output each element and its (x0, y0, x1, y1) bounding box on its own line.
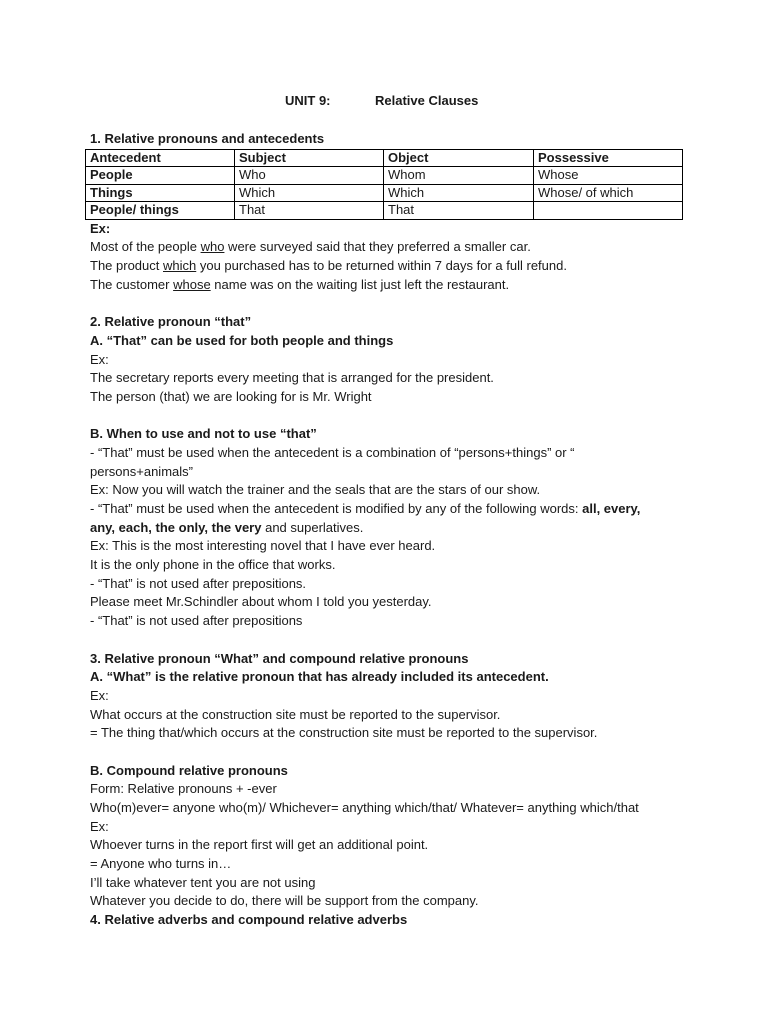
table-cell (534, 202, 683, 220)
table-header-cell: Antecedent (86, 149, 235, 167)
document-title (285, 93, 478, 108)
rule-line: - “That” must be used when the antecedent is modified by any of the following words: all, every, (90, 501, 641, 516)
section3-heading: 3. Relative pronoun “What” and compound relative pronouns (90, 650, 469, 666)
table-cell: People (86, 167, 235, 185)
section2-subheading-a: A. “That” can be used for both people and things (90, 332, 394, 348)
table-cell: Whom (384, 167, 534, 185)
table-cell: Whose (534, 167, 683, 185)
example-sentence: Whatever you decide to do, there will be support from the company. (90, 893, 479, 909)
section1-heading: 1. Relative pronouns and antecedents (90, 131, 325, 146)
underlined-pronoun: who (200, 239, 225, 255)
example-sentence: I’ll take whatever tent you are not using (90, 874, 316, 890)
example-label: Ex: (90, 351, 109, 367)
table-cell: Whose/ of which (534, 184, 683, 202)
example-sentence: Whoever turns in the report first will get an additional point. (90, 837, 429, 853)
example-sentence: The person (that) we are looking for is Mr. Wright (90, 388, 372, 404)
table-cell: That (384, 202, 534, 220)
rule-line: - “That” must be used when the antecedent is a combination of “persons+things” or “ (90, 444, 575, 460)
keyword-list: any, each, the only, the very (90, 519, 262, 535)
table-row (86, 184, 683, 202)
example-sentence: Most of the people who were surveyed said that they preferred a smaller car. (90, 239, 531, 255)
section4-heading: 4. Relative adverbs and compound relative adverbs (90, 912, 408, 928)
table-cell: That (235, 202, 384, 220)
table-cell: Which (235, 184, 384, 202)
example-label: Ex: (90, 220, 111, 236)
table-header-cell: Possessive (534, 149, 683, 167)
keyword-list: all, every, (582, 501, 641, 516)
underlined-pronoun: whose (173, 276, 211, 292)
table-header-row (86, 149, 683, 167)
example-sentence: Please meet Mr.Schindler about whom I told you yesterday. (90, 594, 432, 610)
example-sentence: It is the only phone in the office that works. (90, 557, 336, 573)
example-label: Ex: (90, 818, 109, 834)
underlined-pronoun: which (163, 258, 197, 274)
example-sentence: Ex: This is the most interesting novel that I have ever heard. (90, 538, 436, 554)
table-header-cell: Subject (235, 149, 384, 167)
example-sentence: = Anyone who turns in… (90, 856, 232, 872)
document-body (90, 130, 690, 930)
rule-line: - “That” is not used after prepositions (90, 613, 303, 629)
example-label: Ex: (90, 687, 109, 703)
rule-line: Form: Relative pronouns + -ever (90, 781, 277, 797)
unit-topic: Relative Clauses (375, 93, 479, 108)
unit-label: UNIT 9: (285, 93, 331, 108)
section3-subheading-a: A. “What” is the relative pronoun that has already included its antecedent. (90, 669, 549, 685)
section3-subheading-b: B. Compound relative pronouns (90, 762, 288, 778)
table-cell: Which (384, 184, 534, 202)
table-row (86, 202, 683, 220)
example-sentence: What occurs at the construction site must be reported to the supervisor. (90, 706, 501, 722)
table-cell: People/ things (86, 202, 235, 220)
table-row (86, 167, 683, 185)
rule-line: Who(m)ever= anyone who(m)/ Whichever= anything which/that/ Whatever= anything which/that (90, 800, 639, 815)
example-sentence: Ex: Now you will watch the trainer and the seals that are the stars of our show. (90, 482, 541, 498)
example-sentence: = The thing that/which occurs at the construction site must be reported to the supervisor. (90, 725, 598, 741)
rule-line: persons+animals” (90, 463, 193, 479)
table-header-cell: Object (384, 149, 534, 167)
rule-line: - “That” is not used after prepositions. (90, 575, 307, 591)
pronoun-table (85, 149, 683, 220)
example-sentence: The secretary reports every meeting that is arranged for the president. (90, 370, 494, 386)
table-cell: Things (86, 184, 235, 202)
section2-subheading-b: B. When to use and not to use “that” (90, 426, 317, 442)
rule-line: any, each, the only, the very and superlatives. (90, 519, 364, 535)
example-sentence: The product which you purchased has to be returned within 7 days for a full refund. (90, 258, 567, 274)
section2-heading: 2. Relative pronoun “that” (90, 314, 252, 330)
example-sentence: The customer whose name was on the waiting list just left the restaurant. (90, 276, 510, 292)
table-cell: Who (235, 167, 384, 185)
